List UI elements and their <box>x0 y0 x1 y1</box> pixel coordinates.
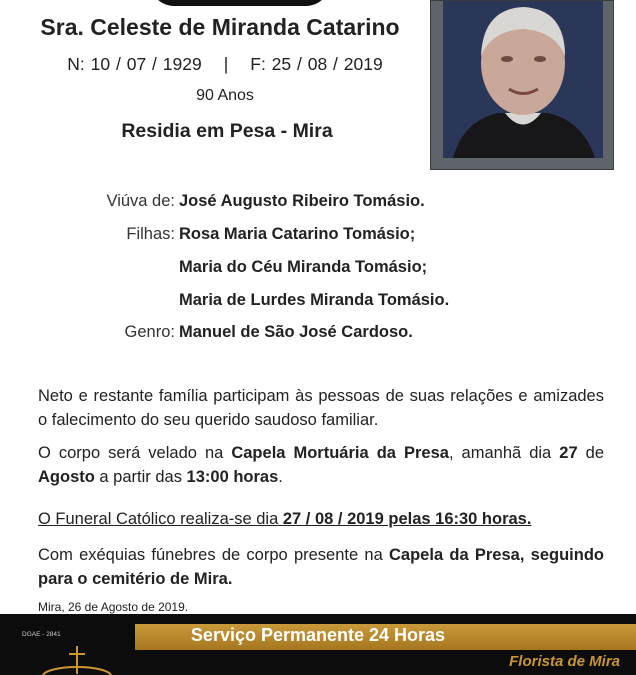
license-number: DGAE - 2841 <box>22 631 61 638</box>
family-relation: Viúva de: <box>106 192 175 210</box>
viewing-text: . <box>278 468 283 486</box>
family-member: Maria de Lurdes Miranda Tomásio. <box>179 291 450 309</box>
viewing-day: 27 <box>559 444 578 462</box>
family-relation: Genro: <box>124 323 175 341</box>
burial-text: Com exéquias fúnebres de corpo presente na <box>38 546 390 564</box>
service-slogan <box>0 625 636 646</box>
company-logo-icon <box>22 644 132 675</box>
family-member: Rosa Maria Catarino Tomásio; <box>179 225 416 243</box>
funeral-notice <box>38 510 618 529</box>
place-and-date: Mira, 26 de Agosto de 2019. <box>38 600 189 614</box>
death-date: F: 25 / 08 / 2019 <box>250 54 383 74</box>
viewing-text: de <box>577 444 605 462</box>
viewing-paragraph <box>38 441 604 489</box>
footer-banner <box>0 614 636 675</box>
viewing-month: Agosto <box>38 468 95 486</box>
funeral-datetime: 27 / 08 / 2019 pelas 16:30 horas. <box>282 510 532 528</box>
birth-date: N: 10 / 07 / 1929 <box>67 54 202 74</box>
residence: Residia em Pesa - Mira <box>121 120 333 142</box>
family-row <box>0 225 636 249</box>
portrait-photo <box>443 1 603 158</box>
age: 90 Anos <box>196 87 254 104</box>
viewing-place: Capela Mortuária da Presa <box>231 444 449 462</box>
family-member: Manuel de São José Cardoso. <box>179 323 413 341</box>
family-row <box>0 323 636 347</box>
florist-name: Florista de Mira <box>509 653 620 670</box>
portrait-frame <box>430 0 614 170</box>
life-dates <box>0 54 450 75</box>
family-relation: Filhas: <box>126 225 175 243</box>
family-row <box>0 258 636 282</box>
date-separator: | <box>223 54 229 74</box>
service-text: Serviço Permanente 24 Horas <box>190 625 446 645</box>
burial-place: Capela da Presa, seguindo para o cemitério de Mira. <box>38 546 604 588</box>
viewing-text: a partir das <box>94 468 187 486</box>
family-row <box>0 192 636 216</box>
viewing-text: O corpo será velado na <box>38 444 232 462</box>
funeral-text: O Funeral Católico realiza-se dia <box>38 510 283 528</box>
deceased-name: Sra. Celeste de Miranda Catarino <box>40 14 400 40</box>
top-decorative-arc <box>150 0 330 6</box>
family-row <box>0 291 636 315</box>
burial-paragraph <box>38 543 604 591</box>
announcement-paragraph: Neto e restante família participam às pessoas de suas relações e amizades o falecimento do seu querido saudoso familiar. <box>38 387 604 429</box>
viewing-time: 13:00 horas <box>186 468 279 486</box>
family-member: Maria do Céu Miranda Tomásio; <box>179 258 428 276</box>
family-member: José Augusto Ribeiro Tomásio. <box>179 192 425 210</box>
viewing-text: , amanhã dia <box>448 444 560 462</box>
